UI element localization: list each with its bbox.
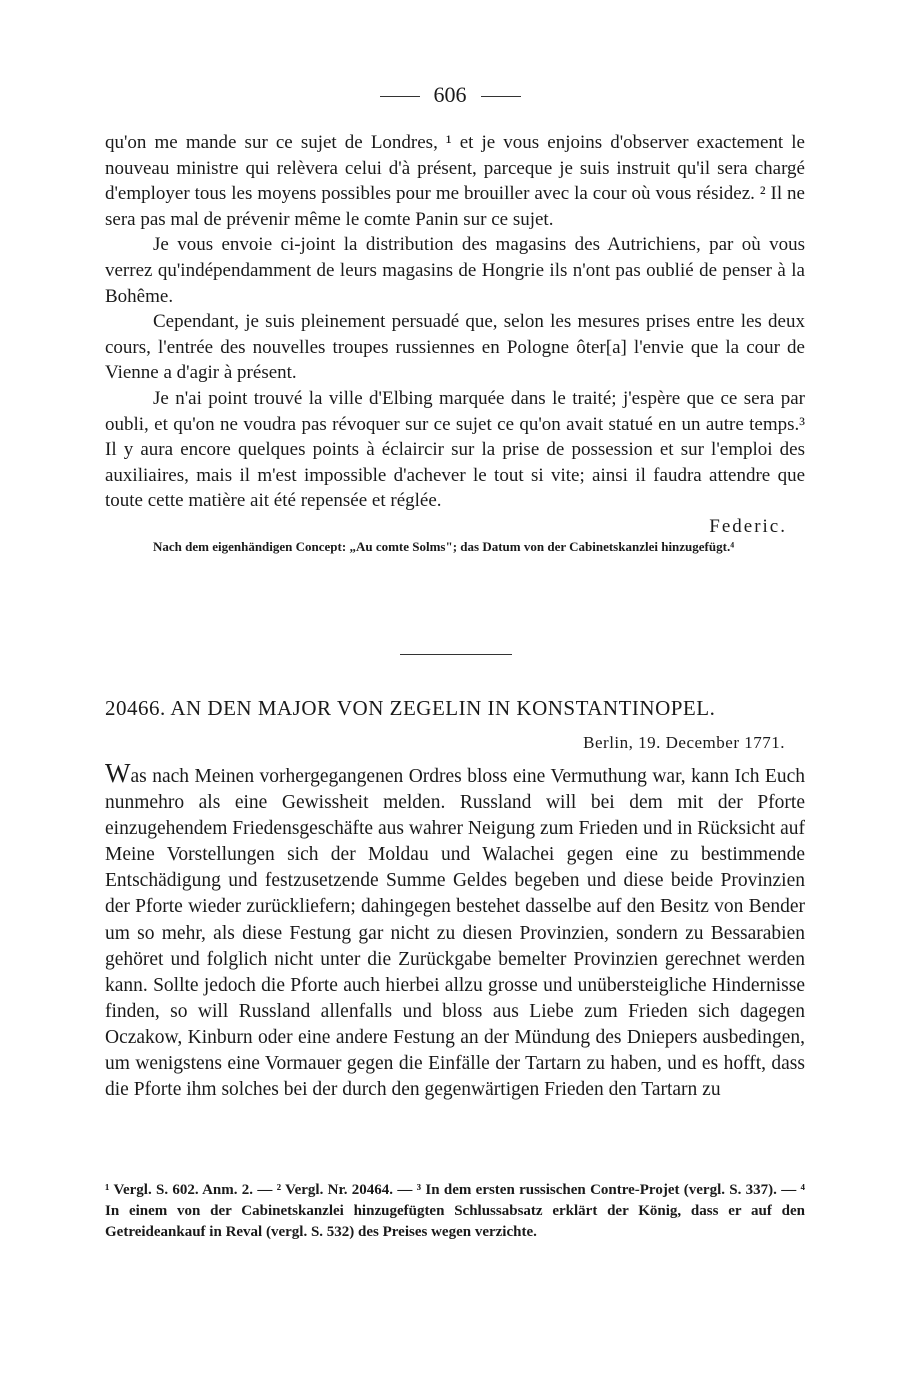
french-letter-continuation bbox=[105, 130, 805, 555]
page-header bbox=[0, 82, 900, 108]
paragraph: qu'on me mande sur ce sujet de Londres, ¹ et je vous enjoins d'observer exactement le nouveau ministre qui relèvera celui d'à présent, parceque je suis instruit qu'il sera chargé d'employer tous les moyens possibles pour me brouiller avec la cour où vous résidez. ² Il ne sera pas mal de prévenir même le comte Panin sur ce sujet. bbox=[105, 132, 805, 230]
section-divider bbox=[400, 654, 512, 655]
letter-title: 20466. AN DEN MAJOR VON ZEGELIN IN KONSTANTINOPEL. bbox=[105, 696, 716, 720]
letter-body: as nach Meinen vorhergegangenen Ordres bloss eine Vermuthung war, kann Ich Euch nunmehro als eine Gewissheit melden. Russland will bei dem mit der Pforte einzugehendem Friedensgeschäfte aus wahrer Neigung zum Frieden und in Rücksicht auf Meine Vorstellungen sich der Moldau und Walachei gegen eine zu bestimmende Entschädigung und festzusetzende Summe Geldes begeben und diese beide Provinzien der Pforte wieder zurückliefern; dahingegen bestehet dasselbe auf den Besitz von Bender um so mehr, als diese Festung gar nicht zu diesen Provinzien, sondern zu Bessarabien gehöret und folglich nicht unter die Zurückgabe bemelter Provinzien gerechnet werden kann. Sollte jedoch die Pforte auch hierbei allzu grosse und unübersteigliche Hindernisse finden, so will Russland allenfalls und bloss aus Liebe zum Frieden sich dagegen Oczakow, Kinburn oder eine andere Festung an der Mündung des Dniepers ausbedingen, um wenigstens eine Vormauer gegen die Einfälle der Tartarn zu haben, und es hofft, dass die Pforte ihm solches bei der durch den gegenwärtigen Frieden den Tartarn zu bbox=[105, 766, 805, 1101]
page-number: 606 bbox=[433, 82, 467, 107]
header-dash-left bbox=[380, 96, 420, 97]
paragraph: Je n'ai point trouvé la ville d'Elbing marquée dans le traité; j'espère que ce sera par oubli, et qu'on ne voudra pas révoquer sur ce sujet ce qu'on avait statué en un autre temps.³ Il y aura encore quelques points à éclaircir sur la prise de possession et sur l'emploi des auxiliaires, mais il m'est impossible d'achever le tout si vite; ainsi il faudra attendre que toute cette matière ait été repensée et réglée. bbox=[105, 387, 805, 512]
footnote-text: ¹ Vergl. S. 602. Anm. 2. — ² Vergl. Nr. 20464. — ³ In dem ersten russischen Contre-Projet (vergl. S. 337). — ⁴ In einem von der Cabinetskanzlei hinzugefügten Schlussabsatz erklärt der König, dass er auf den Getreideankauf in Reval (vergl. S. 532) des Preises wegen verzichte. bbox=[105, 1182, 805, 1240]
letter-dateline: Berlin, 19. December 1771. bbox=[583, 733, 785, 752]
german-letter-body bbox=[105, 760, 805, 1103]
source-note: Nach dem eigenhändigen Concept: „Au comte Solms"; das Datum von der Cabinetskanzlei hinzugefügt.⁴ bbox=[153, 538, 735, 554]
paragraph: Cependant, je suis pleinement persuadé que, selon les mesures prises entre les deux cours, l'entrée des nouvelles troupes russiennes en Pologne ôter[a] l'envie que la cour de Vienne a d'agir à présent. bbox=[105, 311, 805, 384]
footnotes bbox=[105, 1180, 805, 1243]
initial-letter: W bbox=[105, 758, 131, 788]
letter-text bbox=[105, 760, 805, 1103]
paragraph: Je vous envoie ci-joint la distribution des magasins des Autrichiens, par où vous verrez qu'indépendamment de leurs magasins de Hongrie ils n'ont pas oublié de penser à la Bohême. bbox=[105, 234, 805, 307]
header-dash-right bbox=[481, 96, 521, 97]
signature: Federic. bbox=[709, 515, 787, 537]
